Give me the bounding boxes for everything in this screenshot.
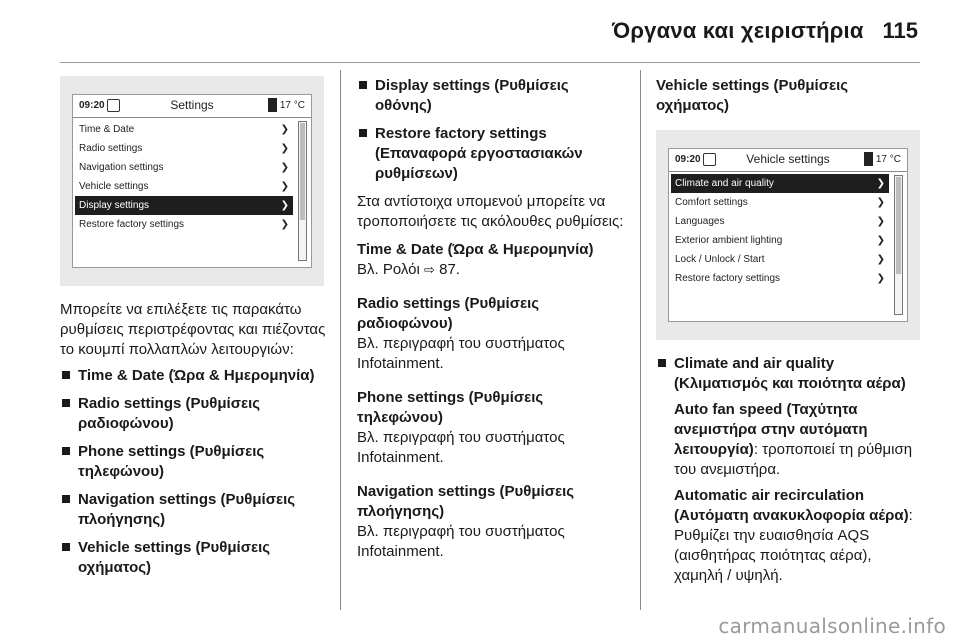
list-item: Radio settings (Ρυθμίσεις ραδιοφώνου): [60, 394, 326, 434]
menu-item-restore[interactable]: Restore factory settings ❯: [671, 269, 889, 288]
menu-item-radio[interactable]: Radio settings ❯: [75, 139, 293, 158]
bullet-icon: [62, 371, 70, 379]
menu-item-comfort[interactable]: Comfort settings ❯: [671, 193, 889, 212]
chevron-right-icon: ❯: [280, 162, 289, 173]
section-title: Time & Date (Ώρα & Ημερομηνία): [357, 241, 594, 258]
vehicle-settings-list: [656, 354, 922, 586]
header-rule: [60, 62, 920, 63]
submenu-lead: Στα αντίστοιχα υπομενού μπορείτε να τροποποιήσετε τις ακόλουθες ρυθμίσεις:: [357, 193, 624, 230]
list-item: Phone settings (Ρυθμίσεις τηλεφώνου): [60, 442, 326, 482]
section-title: Navigation settings (Ρυθμίσεις πλοήγησης): [357, 483, 575, 520]
chevron-right-icon: ❯: [876, 235, 885, 246]
section-body: Βλ. περιγραφή του συστήματος Infotainment.: [357, 335, 565, 372]
menu-item-navigation[interactable]: Navigation settings ❯: [75, 158, 293, 177]
intro-text: Μπορείτε να επιλέξετε τις παρακάτω ρυθμίσεις περιστρέφοντας και πιέζοντας το κουμπί πολλαπλών λειτουργιών:: [60, 301, 326, 358]
reference-arrow-icon: ⇨: [424, 262, 435, 277]
section-radio: [357, 294, 627, 374]
menu-item-display-selected[interactable]: Display settings ❯: [75, 196, 293, 215]
chevron-right-icon: ❯: [876, 254, 885, 265]
bullet-icon: [62, 399, 70, 407]
bullet-icon: [359, 81, 367, 89]
list-item: Climate and air quality (Κλιματισμός και ποιότητα αέρα) Auto fan speed (Ταχύτητα ανεμιστήρα στην αυτόματη λειτουργία): τροποποιεί τη ρύθμιση του ανεμιστήρα. Automatic air recirculation (Αυτόματη ανακυκλοφορία αέρα): Ρυθμίζει την ευαισθησία AQS (αισθητήρας ποιότητας αέρα), χαμηλή / υψηλή.: [656, 354, 922, 586]
page-reference[interactable]: 87.: [439, 261, 460, 278]
screen-title: Vehicle settings: [746, 152, 830, 166]
phone-icon: [864, 152, 873, 166]
scrollbar-thumb[interactable]: [300, 123, 305, 220]
sub-item-title: Automatic air recirculation (Αυτόματη ανακυκλοφορία αέρα): [674, 487, 909, 524]
settings-menu-list: [73, 118, 311, 236]
sub-item-body: : τροποποιεί τη ρύθμιση του ανεμιστήρα.: [674, 441, 913, 478]
bullet-icon: [359, 129, 367, 137]
chevron-right-icon: ❯: [876, 273, 885, 284]
section-navigation: [357, 482, 627, 562]
screen-time: 09:20: [79, 100, 105, 111]
vehicle-settings-screen: [668, 148, 908, 322]
settings-screen: [72, 94, 312, 268]
sub-item-body: : Ρυθμίζει την ευαισθησία AQS (αισθητήρας ποιότητας αέρα), χαμηλή / υψηλή.: [674, 507, 913, 584]
chevron-right-icon: ❯: [280, 219, 289, 230]
column-divider-1: [340, 70, 341, 610]
chapter-title: Όργανα και χειριστήρια: [612, 18, 864, 43]
chevron-right-icon: ❯: [280, 181, 289, 192]
menu-item-climate-selected[interactable]: Climate and air quality ❯: [671, 174, 889, 193]
section-title: Radio settings (Ρυθμίσεις ραδιοφώνου): [357, 295, 540, 332]
settings-screen-figure: [60, 76, 324, 286]
section-body: Βλ. περιγραφή του συστήματος Infotainment.: [357, 523, 565, 560]
scrollbar-thumb[interactable]: [896, 177, 901, 274]
vehicle-settings-heading: Vehicle settings (Ρυθμίσεις οχήματος): [656, 77, 849, 114]
section-body: Βλ. Ρολόι: [357, 261, 420, 278]
menu-item-restore[interactable]: Restore factory settings ❯: [75, 215, 293, 234]
watermark: carmanualsonline.info: [718, 614, 946, 638]
list-item: Time & Date (Ώρα & Ημερομηνία): [60, 366, 326, 386]
section-phone: [357, 388, 627, 468]
vehicle-menu-list: [669, 172, 907, 290]
chevron-right-icon: ❯: [876, 216, 885, 227]
phone-icon: [268, 98, 277, 112]
section-title: Phone settings (Ρυθμίσεις τηλεφώνου): [357, 389, 544, 426]
sub-item-air-recirculation: [674, 486, 922, 586]
bullet-icon: [658, 359, 666, 367]
chevron-right-icon: ❯: [280, 200, 289, 211]
bullet-icon: [62, 447, 70, 455]
list-item: Restore factory settings (Επαναφορά εργοστασιακών ρυθμίσεων): [357, 124, 627, 184]
vehicle-settings-screen-figure: [656, 130, 920, 340]
list-item: Navigation settings (Ρυθμίσεις πλοήγησης): [60, 490, 326, 530]
column-divider-2: [640, 70, 641, 610]
sub-item-title: Auto fan speed (Ταχύτητα ανεμιστήρα στην αυτόματη λειτουργία): [674, 401, 868, 458]
screen-temperature: 17 °C: [875, 154, 901, 165]
menu-item-vehicle[interactable]: Vehicle settings ❯: [75, 177, 293, 196]
page-number: 115: [882, 18, 918, 43]
middle-column: [357, 76, 627, 576]
section-time-date: [357, 240, 627, 280]
screen-title: Settings: [170, 98, 214, 112]
screen-status-bar: [73, 95, 311, 118]
screen-status-bar: [669, 149, 907, 172]
screen-scrollbar[interactable]: [298, 121, 307, 261]
menu-item-time-date[interactable]: Time & Date ❯: [75, 120, 293, 139]
screen-time: 09:20: [675, 154, 701, 165]
settings-list-continued: [357, 76, 627, 184]
left-column: [60, 76, 326, 586]
menu-item-ambient-lighting[interactable]: Exterior ambient lighting ❯: [671, 231, 889, 250]
screen-temperature: 17 °C: [279, 100, 305, 111]
list-item: Display settings (Ρυθμίσεις οθόνης): [357, 76, 627, 116]
menu-item-lock-unlock[interactable]: Lock / Unlock / Start ❯: [671, 250, 889, 269]
menu-item-languages[interactable]: Languages ❯: [671, 212, 889, 231]
bullet-icon: [62, 543, 70, 551]
sub-item-auto-fan: [674, 400, 922, 480]
chevron-right-icon: ❯: [280, 124, 289, 135]
chevron-right-icon: ❯: [280, 143, 289, 154]
screen-scrollbar[interactable]: [894, 175, 903, 315]
list-item: Vehicle settings (Ρυθμίσεις οχήματος): [60, 538, 326, 578]
bullet-icon: [62, 495, 70, 503]
chevron-right-icon: ❯: [876, 197, 885, 208]
settings-list: [60, 366, 326, 578]
chevron-right-icon: ❯: [876, 178, 885, 189]
section-body: Βλ. περιγραφή του συστήματος Infotainment.: [357, 429, 565, 466]
right-column: [656, 76, 922, 594]
